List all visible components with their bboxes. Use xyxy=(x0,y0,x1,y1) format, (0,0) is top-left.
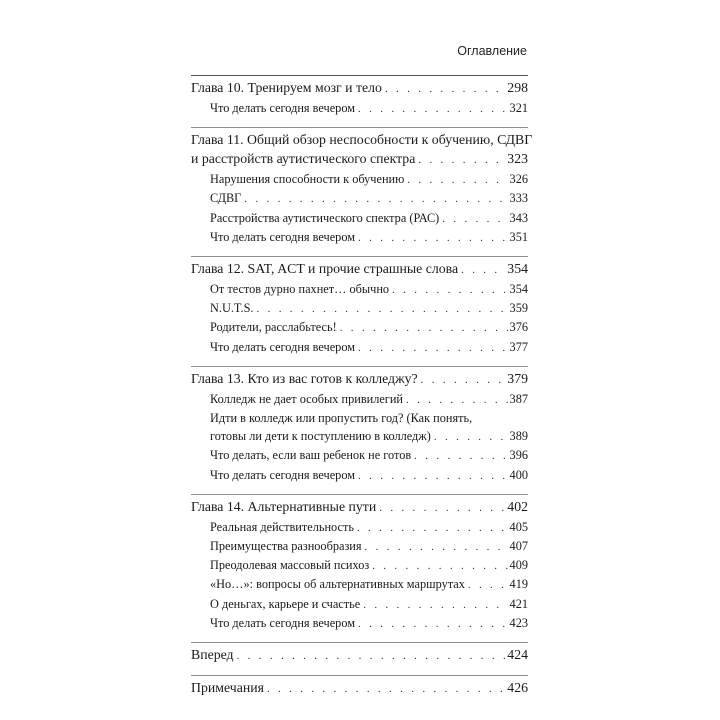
entry-title-line1: Идти в колледж или пропустить год? (Как понять, xyxy=(210,411,473,426)
dot-leader xyxy=(267,680,505,699)
entry-page: 402 xyxy=(507,498,528,514)
toc-chapter-title-line xyxy=(191,130,533,149)
entry-title: Реальная действительность xyxy=(210,519,354,534)
toc-sub-entry xyxy=(191,575,528,594)
dot-leader xyxy=(372,557,507,575)
toc-sub-entry xyxy=(191,446,528,465)
entry-page: 426 xyxy=(507,680,528,696)
entry-page: 396 xyxy=(509,448,528,463)
toc-back-matter-forward xyxy=(191,642,528,666)
toc-chapter-entry xyxy=(191,259,528,280)
dot-leader xyxy=(406,391,508,409)
entry-title: Что делать сегодня вечером xyxy=(210,229,356,244)
entry-page: 343 xyxy=(509,210,528,225)
toc-chapter-entry xyxy=(191,678,528,699)
entry-page: 400 xyxy=(509,467,528,482)
running-head: Оглавление xyxy=(457,44,527,58)
entry-title: Вперед xyxy=(191,647,234,663)
dot-leader xyxy=(237,647,506,666)
entry-page: 387 xyxy=(509,391,528,406)
entry-page: 423 xyxy=(509,615,528,630)
entry-page: 409 xyxy=(509,558,528,573)
entry-title: Что делать сегодня вечером xyxy=(210,615,356,630)
entry-title: Глава 12. SAT, ACT и прочие страшные слова xyxy=(191,261,459,277)
dot-leader xyxy=(358,467,508,485)
entry-page: 323 xyxy=(507,151,528,167)
entry-page: 298 xyxy=(507,80,528,95)
toc-sub-entry xyxy=(191,614,528,633)
entry-page: 326 xyxy=(509,172,528,187)
entry-title: Примечания xyxy=(191,680,264,696)
entry-title: Глава 13. Кто из вас готов к колледжу? xyxy=(191,370,418,386)
entry-page: 333 xyxy=(509,191,528,206)
entry-title: Преодолевая массовый психоз xyxy=(210,558,370,573)
entry-title: Что делать сегодня вечером xyxy=(210,339,356,354)
toc-sub-entry xyxy=(191,318,528,337)
dot-leader xyxy=(257,300,508,318)
dot-leader xyxy=(385,80,505,99)
entry-page: 321 xyxy=(509,101,528,115)
toc-back-matter-notes xyxy=(191,675,528,699)
dot-leader xyxy=(340,319,508,337)
toc-chapter-13 xyxy=(191,366,528,485)
entry-title: Глава 10. Тренируем мозг и тело xyxy=(191,80,382,95)
entry-page: 424 xyxy=(507,647,528,663)
dot-leader xyxy=(357,519,508,537)
entry-page: 379 xyxy=(507,370,528,386)
entry-title: готовы ли дети к поступлению в колледж) xyxy=(210,429,431,444)
toc-sub-entry xyxy=(191,299,528,318)
entry-title: Что делать сегодня вечером xyxy=(210,467,356,482)
toc-sub-entry xyxy=(191,556,528,575)
toc-sub-entry xyxy=(191,170,528,189)
dot-leader xyxy=(461,261,505,280)
entry-title: «Но…»: вопросы об альтернативных маршрутах xyxy=(210,577,465,592)
dot-leader xyxy=(442,210,507,228)
entry-title-line1: Глава 11. Общий обзор неспособности к обучению, СДВГ xyxy=(191,132,533,148)
toc-chapter-entry xyxy=(191,497,528,518)
dot-leader xyxy=(379,499,505,518)
toc-sub-entry xyxy=(191,99,528,118)
entry-page: 354 xyxy=(507,261,528,277)
dot-leader xyxy=(358,229,508,247)
toc-sub-entry xyxy=(191,209,528,228)
toc-chapter-entry xyxy=(191,369,528,390)
entry-title: СДВГ xyxy=(210,191,242,206)
dot-leader xyxy=(418,151,505,170)
dot-leader xyxy=(468,576,508,594)
toc-chapter-entry xyxy=(191,149,528,170)
entry-title: Родители, расслабьтесь! xyxy=(210,320,337,335)
entry-page: 405 xyxy=(509,519,528,534)
table-of-contents xyxy=(191,75,533,708)
entry-title: Глава 14. Альтернативные пути xyxy=(191,498,377,514)
dot-leader xyxy=(434,428,508,446)
toc-sub-entry xyxy=(191,518,528,537)
dot-leader xyxy=(421,371,506,390)
toc-sub-entry xyxy=(191,280,528,299)
toc-chapter-14 xyxy=(191,494,528,633)
toc-sub-entry xyxy=(191,228,528,247)
dot-leader xyxy=(407,171,507,189)
entry-page: 421 xyxy=(509,596,528,611)
dot-leader xyxy=(244,190,507,208)
toc-sub-entry xyxy=(191,189,528,208)
dot-leader xyxy=(358,100,508,118)
entry-page: 351 xyxy=(509,229,528,244)
entry-title: N.U.T.S. xyxy=(210,301,254,316)
entry-title: От тестов дурно пахнет… обычно xyxy=(210,282,390,297)
entry-title: Расстройства аутистического спектра (РАС) xyxy=(210,210,440,225)
toc-sub-title-line xyxy=(191,409,528,427)
entry-title: Что делать сегодня вечером xyxy=(210,101,356,115)
toc-chapter-12 xyxy=(191,256,528,357)
entry-page: 389 xyxy=(509,429,528,444)
toc-chapter-11 xyxy=(191,127,533,247)
dot-leader xyxy=(414,447,507,465)
entry-title: и расстройств аутистического спектра xyxy=(191,151,416,167)
toc-sub-entry xyxy=(191,390,528,409)
entry-page: 407 xyxy=(509,539,528,554)
entry-title: Что делать, если ваш ребенок не готов xyxy=(210,448,412,463)
toc-sub-entry xyxy=(191,338,528,357)
toc-sub-entry xyxy=(191,427,528,446)
dot-leader xyxy=(358,339,508,357)
toc-chapter-10 xyxy=(191,75,528,118)
toc-sub-entry xyxy=(191,466,528,485)
toc-sub-entry xyxy=(191,537,528,556)
toc-chapter-entry xyxy=(191,645,528,666)
toc-sub-entry xyxy=(191,595,528,614)
dot-leader xyxy=(392,281,507,299)
entry-page: 354 xyxy=(509,282,528,297)
entry-page: 359 xyxy=(509,301,528,316)
entry-title: Нарушения способности к обучению xyxy=(210,172,405,187)
entry-title: О деньгах, карьере и счастье xyxy=(210,596,361,611)
entry-page: 419 xyxy=(509,577,528,592)
entry-page: 377 xyxy=(509,339,528,354)
entry-title: Колледж не дает особых привилегий xyxy=(210,391,404,406)
entry-page: 376 xyxy=(509,320,528,335)
dot-leader xyxy=(363,596,507,614)
toc-chapter-entry xyxy=(191,78,528,99)
dot-leader xyxy=(358,615,508,633)
dot-leader xyxy=(365,538,508,556)
entry-title: Преимущества разнообразия xyxy=(210,539,362,554)
